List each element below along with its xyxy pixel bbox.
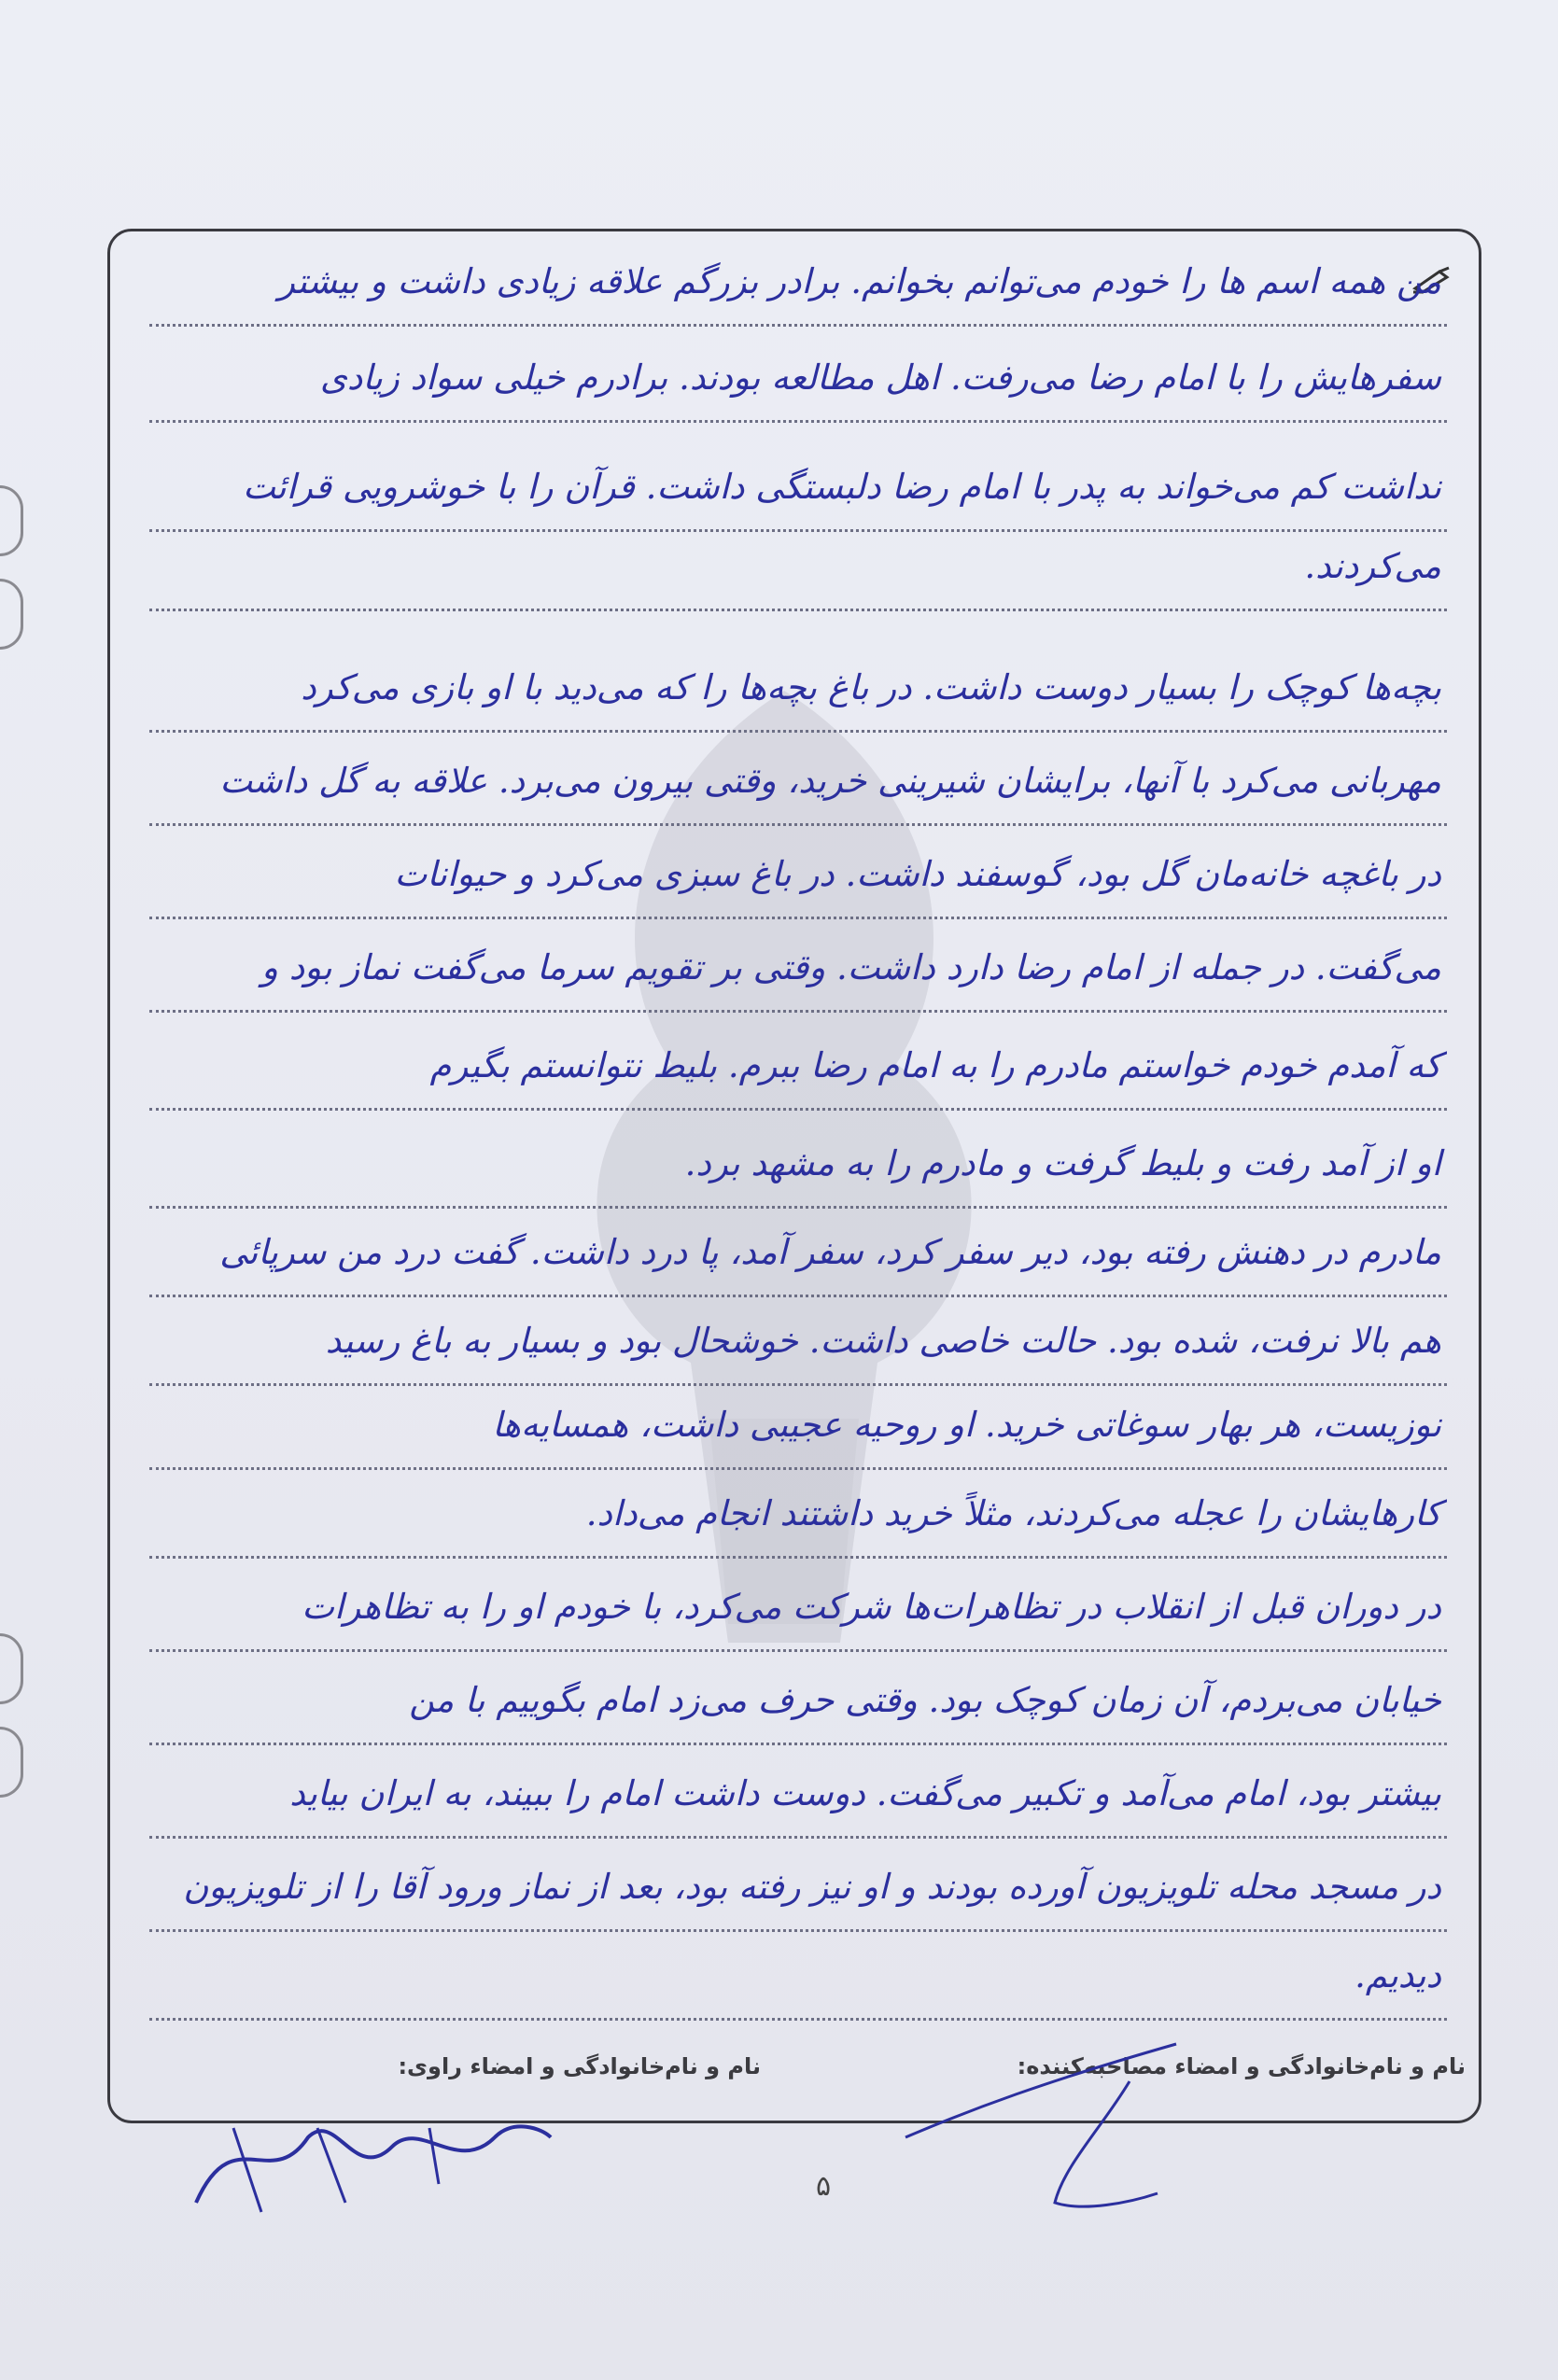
handwritten-line: سفرهایش را با امام رضا می‌رفت. اهل مطالعه بودند. برادرم خیلی سواد زیادی bbox=[149, 348, 1447, 423]
narrator-signature-label: نام و نام‌خانوادگی و امضاء راوی: bbox=[398, 2053, 761, 2079]
narrator-signature bbox=[177, 2100, 569, 2231]
handwritten-line: مادرم در دهنش رفته بود، دیر سفر کرد، سفر آمد، پا درد داشت. گفت درد من سرپائی bbox=[149, 1223, 1447, 1297]
handwritten-line: بچه‌ها کوچک را بسیار دوست داشت. در باغ بچه‌ها را که می‌دید با او بازی می‌کرد bbox=[149, 658, 1447, 733]
handwritten-line: می‌گفت. در جمله از امام رضا دارد داشت. وقتی بر تقویم سرما می‌گفت نماز بود و bbox=[149, 938, 1447, 1013]
handwritten-line: هم بالا نرفت، شده بود. حالت خاصی داشت. خوشحال بود و بسیار به باغ رسید bbox=[149, 1311, 1447, 1386]
binding-ring bbox=[0, 485, 23, 556]
handwritten-line: من همه اسم ها را خودم می‌توانم بخوانم. برادر بزرگم علاقه زیادی داشت و بیشتر bbox=[149, 252, 1447, 327]
handwritten-line: در مسجد محله تلویزیون آورده بودند و او نیز رفته بود، بعد از نماز ورود آقا را از تلویزیون bbox=[149, 1857, 1447, 1932]
handwritten-line: او از آمد رفت و بلیط گرفت و مادرم را به مشهد برد. bbox=[149, 1134, 1447, 1209]
handwritten-line: کارهایشان را عجله می‌کردند، مثلاً خرید داشتند انجام می‌داد. bbox=[149, 1484, 1447, 1559]
handwritten-line: نوزیست، هر بهار سوغاتی خرید. او روحیه عجیبی داشت، همسایه‌ها bbox=[149, 1395, 1447, 1470]
binding-ring bbox=[0, 1633, 23, 1704]
page-number: ۵ bbox=[815, 2170, 832, 2203]
handwritten-line: که آمدم خودم خواستم مادرم را به امام رضا ببرم. بلیط نتوانستم بگیرم bbox=[149, 1036, 1447, 1111]
interviewer-signature bbox=[896, 2025, 1195, 2221]
binding-ring bbox=[0, 1727, 23, 1798]
handwritten-line: بیشتر بود، امام می‌آمد و تکبیر می‌گفت. دوست داشت امام را ببیند، به ایران بیاید bbox=[149, 1764, 1447, 1839]
handwritten-line: خیابان می‌بردم، آن زمان کوچک بود. وقتی حرف می‌زد امام بگوییم با من bbox=[149, 1671, 1447, 1745]
handwritten-line: در دوران قبل از انقلاب در تظاهرات‌ها شرکت می‌کرد، با خودم او را به تظاهرات bbox=[149, 1577, 1447, 1652]
handwritten-line: نداشت کم می‌خواند به پدر با امام رضا دلبستگی داشت. قرآن را با خوشرویی قرائت bbox=[149, 457, 1447, 532]
handwritten-line: دیدیم. bbox=[149, 1946, 1447, 2021]
interviewer-signature-label: نام و نام‌خانوادگی و امضاء مصاحبه‌کننده: bbox=[1017, 2053, 1466, 2079]
binding-ring bbox=[0, 579, 23, 650]
handwritten-line: مهربانی می‌کرد با آنها، برایشان شیرینی خرید، وقتی بیرون می‌برد. علاقه به گل داشت bbox=[149, 751, 1447, 826]
handwritten-line: می‌کردند. bbox=[149, 537, 1447, 611]
handwritten-line: در باغچه خانه‌مان گل بود، گوسفند داشت. در باغ سبزی می‌کرد و حیوانات bbox=[149, 845, 1447, 919]
